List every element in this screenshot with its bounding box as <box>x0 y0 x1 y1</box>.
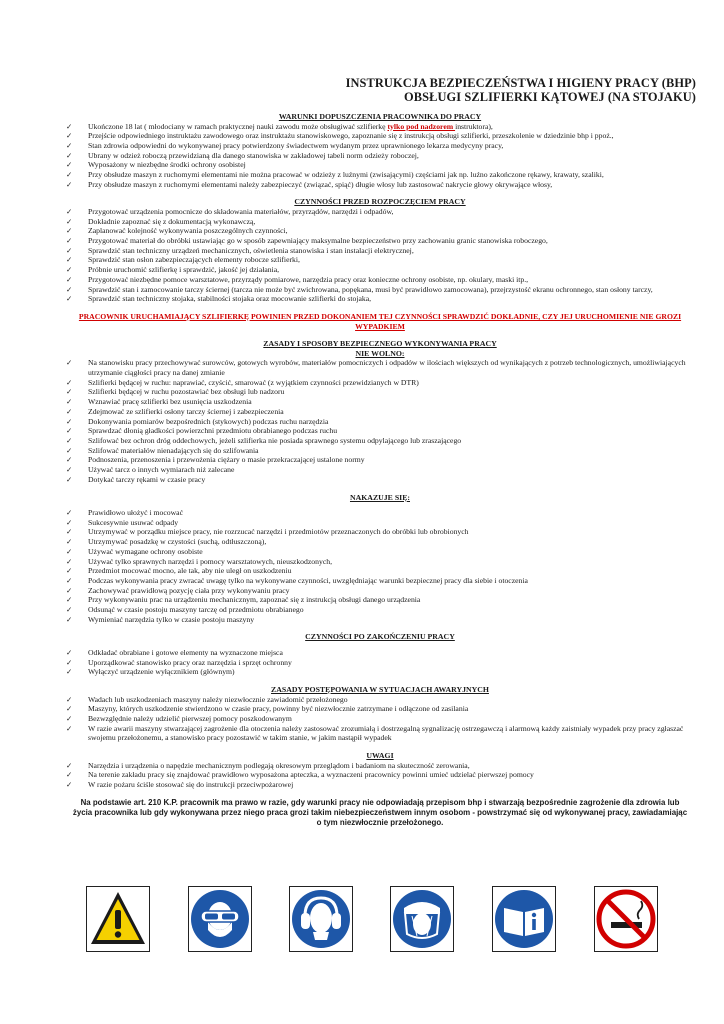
list-item: ✓ Sprawdzać dłonią gładkości powierzchni przedmiotu obrabianego podczas ruchu <box>66 426 338 436</box>
no-smoking-icon <box>594 886 658 952</box>
checkmark-icon: ✓ <box>66 255 73 265</box>
list-item: ✓ Szlifierki będącej w ruchu pozostawiać bez obsługi lub nadzoru <box>66 387 285 397</box>
checkmark-icon: ✓ <box>66 713 73 723</box>
checkmark-icon: ✓ <box>66 556 73 566</box>
list-item: ✓ Używać wymagane ochrony osobiste <box>66 546 203 556</box>
checkmark-icon: ✓ <box>66 779 73 789</box>
list-item: ✓ Sprawdzić stan osłon zabezpieczających elementy robocze szlifierki, <box>66 255 300 265</box>
checkmark-icon: ✓ <box>66 474 73 484</box>
section-title-czynnosci-przed: CZYNNOŚCI PRZED ROZPOCZĘCIEM PRACY <box>294 197 466 207</box>
list-item: ✓ Próbnie uruchomić szlifierkę i sprawdzić, jakość jej działania, <box>66 265 280 275</box>
list-item: ✓ Przygotować urządzenia pomocnicze do składowania materiałów, przyrządów, narzędzi i odpadów, <box>66 206 394 216</box>
checkmark-icon: ✓ <box>66 657 73 667</box>
checkmark-icon: ✓ <box>66 445 73 455</box>
list-item: ✓ Wadach lub uszkodzeniach maszyny należy niezwłocznie zawiadomić przełożonego <box>66 694 348 704</box>
list-item: ✓ Maszyny, których uszkodzenie stwierdzono w czasie pracy, powinny być niezwłocznie zatrzymane i odłączone od zasilania <box>66 704 469 714</box>
checkmark-icon: ✓ <box>66 595 73 605</box>
list-item: ✓ Odkładać obrabiane i gotowe elementy na wyznaczone miejsca <box>66 647 283 657</box>
list-item: ✓ Utrzymywać posadzkę w czystości (suchą, odtłuszczoną), <box>66 537 267 547</box>
list-item: ✓ Zachowywać prawidłową pozycję ciała przy wykonywaniu pracy <box>66 585 290 595</box>
checkmark-icon: ✓ <box>66 517 73 527</box>
list-awaryjne <box>64 695 696 744</box>
checkmark-icon: ✓ <box>66 585 73 595</box>
checkmark-icon: ✓ <box>66 537 73 547</box>
list-item: ✓ Szlifować materiałów nienadających się do szlifowania <box>66 445 259 455</box>
list-item: ✓ Szlifierki będącej w ruchu: naprawiać, czyścić, smarować (z wyjątkiem czynności przewidzianych w DTR) <box>66 377 419 387</box>
list-nie-wolno <box>64 358 696 484</box>
checkmark-icon: ✓ <box>66 566 73 576</box>
checkmark-icon: ✓ <box>66 245 73 255</box>
section-title-nakazuje: NAKAZUJE SIĘ: <box>349 492 410 502</box>
highlight-text: tylko pod nadzorem <box>387 121 456 131</box>
list-item: ✓ Używać tarcz o innych wymiarach niż zalecane <box>66 465 235 475</box>
list-item: ✓ Przy obsłudze maszyn z ruchomymi elementami nie można pracować w odzieży z luźnymi (zwisającymi) częściami jak np. luźno zakończone rękawy, krawaty, szaliki, <box>66 170 604 180</box>
list-item: ✓ Dokonywania pomiarów bezpośrednich (stykowych) podczas ruchu narzędzia <box>66 416 329 426</box>
list-item: ✓ Przy wykonywaniu prac na urządzeniu mechanicznym, zapoznać się z instrukcją obsługi danego urządzenia <box>66 595 421 605</box>
checkmark-icon: ✓ <box>66 131 73 141</box>
list-item: ✓ Narzędzia i urządzenia o napędzie mechanicznym podlegają okresowym przeglądom i badaniom na skuteczność zerowania, <box>66 760 470 770</box>
list-item: ✓ Wznawiać pracę szlifierki bez usunięcia uszkodzenia <box>66 397 252 407</box>
warning-icon <box>86 886 150 952</box>
list-item: ✓ Przedmiot mocować mocno, ale tak, aby nie uległ on uszkodzeniu <box>66 566 292 576</box>
checkmark-icon: ✓ <box>66 226 73 236</box>
list-item: ✓ Bezwzględnie należy udzielić pierwszej pomocy poszkodowanym <box>66 713 292 723</box>
checkmark-icon: ✓ <box>66 140 73 150</box>
list-item: ✓ Przygotować niezbędne pomoce warsztatowe, przyrządy pomiarowe, narzędzia pracy oraz konieczne ochrony osobiste, np. okulary, maski itp., <box>66 274 529 284</box>
checkmark-icon: ✓ <box>66 647 73 657</box>
checkmark-icon: ✓ <box>66 575 73 585</box>
checkmark-icon: ✓ <box>66 170 73 180</box>
checkmark-icon: ✓ <box>66 236 73 246</box>
checkmark-icon: ✓ <box>66 760 73 770</box>
list-item: ✓ Ukończone 18 lat ( młodociany w ramach praktycznej nauki zawodu może obsługiwać szlifierkę tylko pod nadzorem instruktora), <box>66 121 493 131</box>
checkmark-icon: ✓ <box>66 770 73 780</box>
checkmark-icon: ✓ <box>66 704 73 714</box>
list-item: ✓ Zdejmować ze szlifierki osłony tarczy ściernej i zabezpieczenia <box>66 406 284 416</box>
list-item: ✓ Przygotować materiał do obróbki ustawiając go w sposób zapewniający maksymalne bezpieczeństwo przy zachowaniu granic stanowiska roboczego, <box>66 236 548 246</box>
checkmark-icon: ✓ <box>66 121 73 131</box>
checkmark-icon: ✓ <box>66 294 73 304</box>
checkmark-icon: ✓ <box>66 377 73 387</box>
checkmark-icon: ✓ <box>66 387 73 397</box>
checkmark-icon: ✓ <box>66 358 73 368</box>
list-item: ✓ Odsunąć w czasie postoju maszyny tarczę od przedmiotu obrabianego <box>66 605 304 615</box>
document-title <box>346 76 696 104</box>
list-item: ✓ Szlifować bez ochron dróg oddechowych, jeżeli szlifierka nie posiada sprawnego systemu odpylającego lub zraszającego <box>66 435 462 445</box>
list-item: ✓ Utrzymywać w porządku miejsce pracy, nie rozrzucać narzędzi i przedmiotów przeznaczonych do obróbki lub obrobionych <box>66 527 469 537</box>
checkmark-icon: ✓ <box>66 216 73 226</box>
list-item: ✓ Sprawdzić stan i zamocowanie tarczy ściernej (tarcza nie może być zwichrowana, popękana, musi być prawidłowo zamocowana), przejrzystość ekranu ochronnego, stan osłony tarczy, <box>66 284 653 294</box>
checkmark-icon: ✓ <box>66 426 73 436</box>
warning-text: PRACOWNIK URUCHAMIAJĄCY SZLIFIERKĘ POWINIEN PRZED DOKONANIEM TEJ CZYNNOŚCI SPRAWDZIĆ DOKŁADNIE, CZY JEJ URUCHOMIENIE NIE GROZI WYPADKIEM <box>78 311 682 331</box>
checkmark-icon: ✓ <box>66 455 73 465</box>
document-content <box>64 112 696 828</box>
list-item: ✓ W razie awarii maszyny stwarzającej zagrożenie dla otoczenia należy zastosować zrozumiałą i dostrzegalną sygnalizację ostrzegawczą i alarmową każdy zaistniały wypadek przy pracy zgłaszać swojemu przełożonemu, a stanowisko pracy pozostawić w takim stanie, w jakim nastąpił wypadek <box>66 723 684 743</box>
section-title-uwagi: UWAGI <box>366 751 394 761</box>
title-line-2: OBSŁUGI SZLIFIERKI KĄTOWEJ (NA STOJAKU) <box>404 90 696 104</box>
list-item: ✓ Przy obsłudze maszyn z ruchomymi elementami należy zabezpieczyć (związać, spiąć) długie włosy lub zastosować nakrycie głowy okrywające włosy, <box>66 179 553 189</box>
checkmark-icon: ✓ <box>66 508 73 517</box>
checkmark-icon: ✓ <box>66 284 73 294</box>
checkmark-icon: ✓ <box>66 265 73 275</box>
checkmark-icon: ✓ <box>66 150 73 160</box>
list-nakazuje <box>64 508 696 624</box>
checkmark-icon: ✓ <box>66 723 73 733</box>
list-item: ✓ Na terenie zakładu pracy się znajdować prawidłowo wyposażona apteczka, a wyznaczeni pracownicy powinni umieć udzielać pierwszej pomocy <box>66 770 534 780</box>
list-item: ✓ Wyposażony w niezbędne środki ochrony osobistej <box>66 160 246 170</box>
list-item: ✓ Używać tylko sprawnych narzędzi i pomocy warsztatowych, nieuszkodzonych, <box>66 556 332 566</box>
list-item: ✓ Wymieniać narzędzia tylko w czasie postoju maszyny <box>66 614 255 624</box>
safety-signs-row <box>86 886 658 954</box>
checkmark-icon: ✓ <box>66 206 73 216</box>
list-item: ✓ Sukcesywnie usuwać odpady <box>66 517 179 527</box>
checkmark-icon: ✓ <box>66 397 73 407</box>
checkmark-icon: ✓ <box>66 160 73 170</box>
list-warunki <box>64 122 696 190</box>
face-shield-icon <box>390 886 454 952</box>
list-item: ✓ Zaplanować kolejność wykonywania poszczególnych czynności, <box>66 226 288 236</box>
safety-goggles-icon <box>188 886 252 952</box>
checkmark-icon: ✓ <box>66 465 73 475</box>
checkmark-icon: ✓ <box>66 667 73 677</box>
checkmark-icon: ✓ <box>66 614 73 624</box>
list-item: ✓ W razie pożaru ściśle stosować się do instrukcji przeciwpożarowej <box>66 779 294 789</box>
list-item: ✓ Dokładnie zapoznać się z dokumentacją wykonawczą, <box>66 216 256 226</box>
checkmark-icon: ✓ <box>66 274 73 284</box>
legal-footnote: Na podstawie art. 210 K.P. pracownik ma prawo w razie, gdy warunki pracy nie odpowiadają przepisom bhp i stwarzają bezpośrednie zagrożenie dla zdrowia lub życia pracownika lub gdy wykonywana przez niego praca grozi takim niebezpieczeństwem innym osobom - powstrzymać się od wykonywanej pracy, zawiadamiając o tym niezwłocznie przełożonego. <box>72 797 688 828</box>
section-title-zasady: ZASADY I SPOSOBY BEZPIECZNEGO WYKONYWANIA PRACY <box>263 339 497 349</box>
read-manual-icon <box>492 886 556 952</box>
section-subtitle-nie-wolno: NIE WOLNO: <box>355 348 405 358</box>
list-item: ✓ Przejście odpowiedniego instruktażu zawodowego oraz instruktażu stanowiskowego, zapoznanie się z instrukcją obsługi szlifierki, przeszkolenie w dziedzinie bhp i ppoż., <box>66 131 614 141</box>
list-uwagi <box>64 761 696 790</box>
ear-protection-icon <box>289 886 353 952</box>
checkmark-icon: ✓ <box>66 527 73 537</box>
section-title-warunki: WARUNKI DOPUSZCZENIA PRACOWNIKA DO PRACY <box>278 112 482 121</box>
checkmark-icon: ✓ <box>66 179 73 189</box>
section-title-awaryjne: ZASADY POSTĘPOWANIA W SYTUACJACH AWARYJNYCH <box>271 685 489 695</box>
list-item: ✓ Wyłączyć urządzenie wyłącznikiem (głównym) <box>66 667 235 677</box>
list-item: ✓ Na stanowisku pracy przechowywać surowców, gotowych wyrobów, materiałów pomocniczych i odpadów w ilościach większych od wynikających z potrzeb technologicznych, umożliwiających utrzymanie ciągłości pracy na danej zmianie <box>66 358 686 378</box>
list-item: ✓ Sprawdzić stan techniczny urządzeń mechanicznych, oświetlenia stanowiska i stan instalacji elektrycznej, <box>66 245 414 255</box>
section-title-po-zakonczeniu: CZYNNOŚCI PO ZAKOŃCZENIU PRACY <box>305 632 455 642</box>
checkmark-icon: ✓ <box>66 605 73 615</box>
checkmark-icon: ✓ <box>66 406 73 416</box>
list-czynnosci-przed <box>64 207 696 304</box>
list-item: ✓ Podnoszenia, przenoszenia i przewożenia ciężary o masie przekraczającej ustalone normy <box>66 455 365 465</box>
list-item: ✓ Podczas wykonywania pracy zwracać uwagę tylko na wykonywane czynności, uwzględniając warunki bezpiecznej pracy dla siebie i otoczenia <box>66 575 528 585</box>
list-item: ✓ Stan zdrowia odpowiedni do wykonywanej pracy potwierdzony świadectwem wydanym przez uprawnionego lekarza medycyny pracy, <box>66 140 504 150</box>
checkmark-icon: ✓ <box>66 416 73 426</box>
list-po-zakonczeniu <box>64 648 696 677</box>
list-item: ✓ Uporządkować stanowisko pracy oraz narzędzia i sprzęt ochronny <box>66 657 292 667</box>
list-item: ✓ Ubrany w odzież roboczą przewidzianą dla danego stanowiska w zakładowej tabeli norm odzieży roboczej, <box>66 150 419 160</box>
checkmark-icon: ✓ <box>66 546 73 556</box>
list-item: ✓ Prawidłowo ułożyć i mocować <box>66 508 184 517</box>
list-item: ✓ Dotykać tarczy rękami w czasie pracy <box>66 474 206 484</box>
checkmark-icon: ✓ <box>66 435 73 445</box>
list-item: ✓ Sprawdzić stan techniczny stojaka, stabilności stojaka oraz mocowanie szlifierki do stojaka, <box>66 294 372 304</box>
title-line-1: INSTRUKCJA BEZPIECZEŃSTWA I HIGIENY PRACY (BHP) <box>345 76 696 90</box>
checkmark-icon: ✓ <box>66 694 73 704</box>
